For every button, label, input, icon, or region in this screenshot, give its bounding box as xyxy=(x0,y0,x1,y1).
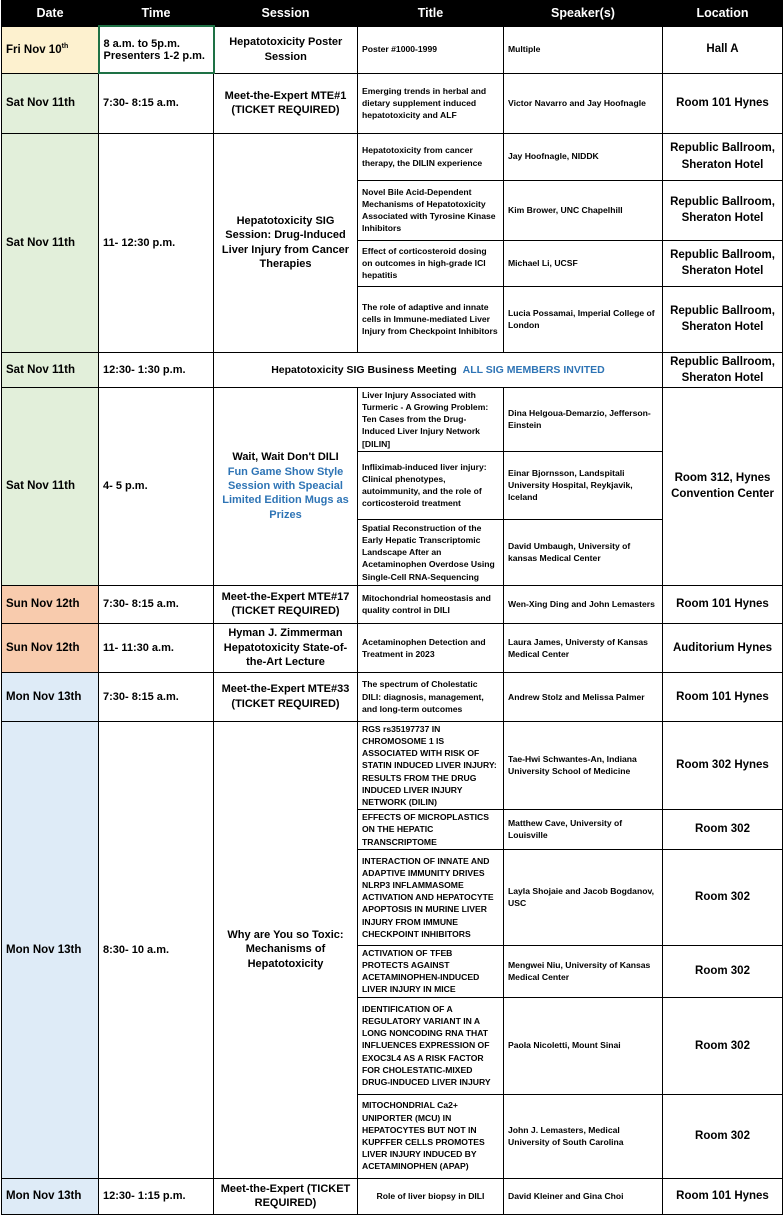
title-cell[interactable]: EFFECTS OF MICROPLASTICS ON THE HEPATIC TRANSCRIPTOME xyxy=(358,810,504,850)
location-cell[interactable]: Room 302 xyxy=(663,849,783,945)
date-cell[interactable]: Mon Nov 13th xyxy=(2,1178,99,1214)
location-cell[interactable]: Room 302 xyxy=(663,1094,783,1178)
speaker-cell[interactable]: Layla Shojaie and Jacob Bogdanov, USC xyxy=(504,849,663,945)
session-cell[interactable]: Why are You so Toxic: Mechanisms of Hepatotoxicity xyxy=(214,721,358,1178)
title-cell[interactable]: INTERACTION OF INNATE AND ADAPTIVE IMMUNITY DRIVES NLRP3 INFLAMMASOME ACTIVATION AND HEPATOCYTE APOPTOSIS IN MURINE LIVER INJURY FROM IMMUNE CHECKPOINT INHIBITORS xyxy=(358,849,504,945)
title-cell[interactable]: Liver Injury Associated with Turmeric - A Growing Problem: Ten Cases from the Drug-Induced Liver Injury Network [DILIN] xyxy=(358,387,504,451)
speaker-cell[interactable]: Mengwei Niu, University of Kansas Medical Center xyxy=(504,945,663,997)
time-cell[interactable]: 8:30- 10 a.m. xyxy=(99,721,214,1178)
session-cell[interactable]: Hepatotoxicity SIG Session: Drug-Induced Liver Injury from Cancer Therapies xyxy=(214,133,358,352)
session-cell[interactable] xyxy=(214,585,358,623)
title-cell[interactable]: Emerging trends in herbal and dietary supplement induced hepatotoxicity and ALF xyxy=(358,73,504,133)
time-cell[interactable]: 11- 12:30 p.m. xyxy=(99,133,214,352)
title-cell[interactable]: Mitochondrial homeostasis and quality control in DILI xyxy=(358,585,504,623)
title-cell[interactable]: The spectrum of Cholestatic DILI: diagnosis, management, and long-term outcomes xyxy=(358,672,504,721)
title-cell[interactable]: Role of liver biopsy in DILI xyxy=(358,1178,504,1214)
date-cell[interactable]: Sat Nov 11th xyxy=(2,352,99,387)
location-cell[interactable]: Republic Ballroom, Sheraton Hotel xyxy=(663,133,783,180)
header-location: Location xyxy=(663,1,783,27)
location-cell[interactable]: Republic Ballroom, Sheraton Hotel xyxy=(663,352,783,387)
table-row xyxy=(2,585,783,623)
speaker-cell[interactable]: Michael Li, UCSF xyxy=(504,240,663,286)
date-cell[interactable]: Mon Nov 13th xyxy=(2,672,99,721)
title-cell[interactable]: IDENTIFICATION OF A REGULATORY VARIANT IN A LONG NONCODING RNA THAT INFLUENCES EXPRESSION OF EXOC3L4 AS A RISK FACTOR FOR CHOLESTATIC-MIXED DRUG-INDUCED LIVER INJURY xyxy=(358,997,504,1094)
location-cell[interactable]: Republic Ballroom, Sheraton Hotel xyxy=(663,180,783,240)
speaker-cell[interactable]: Matthew Cave, University of Louisville xyxy=(504,810,663,850)
speaker-cell[interactable]: Victor Navarro and Jay Hoofnagle xyxy=(504,73,663,133)
ticket-required-text: (TICKET REQUIRED) xyxy=(231,697,340,710)
date-text: Fri Nov 10 xyxy=(6,43,62,56)
title-cell[interactable]: Spatial Reconstruction of the Early Hepatic Transcriptomic Landscape After an Acetaminophen Overdose Using Single-Cell RNA-Sequencing xyxy=(358,519,504,585)
time-text: Presenters 1-2 p.m. xyxy=(103,49,205,62)
location-cell[interactable]: Room 302 xyxy=(663,997,783,1094)
speaker-cell[interactable]: Lucia Possamai, Imperial College of London xyxy=(504,286,663,352)
speaker-cell[interactable]: Dina Helgoua-Demarzio, Jefferson-Einstein xyxy=(504,387,663,451)
title-cell[interactable]: Infliximab-induced liver injury: Clinical phenotypes, autoimmunity, and the role of corticosteroid treatment xyxy=(358,451,504,519)
speaker-cell[interactable]: Tae-Hwi Schwantes-An, Indiana University School of Medicine xyxy=(504,721,663,809)
session-cell[interactable]: Hepatotoxicity Poster Session xyxy=(214,26,358,73)
schedule-table xyxy=(1,0,783,1215)
header-title: Title xyxy=(358,1,504,27)
title-cell[interactable]: ACTIVATION OF TFEB PROTECTS AGAINST ACETAMINOPHEN-INDUCED LIVER INJURY IN MICE xyxy=(358,945,504,997)
date-cell[interactable]: Sat Nov 11th xyxy=(2,73,99,133)
date-cell[interactable] xyxy=(2,26,99,73)
speaker-cell[interactable]: Paola Nicoletti, Mount Sinai xyxy=(504,997,663,1094)
location-cell[interactable]: Republic Ballroom, Sheraton Hotel xyxy=(663,240,783,286)
location-cell[interactable]: Room 302 xyxy=(663,810,783,850)
session-cell[interactable]: Hyman J. Zimmerman Hepatotoxicity State-of-the-Art Lecture xyxy=(214,623,358,672)
table-row xyxy=(2,352,783,387)
session-text: Wait, Wait Don't DILI xyxy=(232,451,339,464)
time-cell[interactable]: 7:30- 8:15 a.m. xyxy=(99,73,214,133)
header-speakers: Speaker(s) xyxy=(504,1,663,27)
location-cell[interactable]: Room 101 Hynes xyxy=(663,585,783,623)
table-row xyxy=(2,672,783,721)
title-cell[interactable]: RGS rs35197737 IN CHROMOSOME 1 IS ASSOCIATED WITH RISK OF STATIN INDUCED LIVER INJURY: RESULTS FROM THE DRUG INDUCED LIVER INJURY NETWORK (DILIN) xyxy=(358,721,504,809)
table-row xyxy=(2,73,783,133)
table-row xyxy=(2,721,783,809)
business-meeting-cell[interactable] xyxy=(214,352,663,387)
session-text: Meet-the-Expert MTE#17 xyxy=(221,590,350,603)
session-cell[interactable] xyxy=(214,672,358,721)
speaker-cell[interactable]: John J. Lemasters, Medical University of South Carolina xyxy=(504,1094,663,1178)
meeting-text: Hepatotoxicity SIG Business Meeting xyxy=(271,363,457,376)
location-cell[interactable]: Auditorium Hynes xyxy=(663,623,783,672)
title-cell[interactable]: Acetaminophen Detection and Treatment in 2023 xyxy=(358,623,504,672)
time-cell[interactable]: 12:30- 1:15 p.m. xyxy=(99,1178,214,1214)
date-cell[interactable]: Sat Nov 11th xyxy=(2,133,99,352)
session-cell[interactable] xyxy=(214,387,358,585)
header-time: Time xyxy=(99,1,214,27)
title-cell[interactable]: Hepatotoxicity from cancer therapy, the DILIN experience xyxy=(358,133,504,180)
header-row xyxy=(2,1,783,27)
header-session: Session xyxy=(214,1,358,27)
title-cell[interactable]: Effect of corticosteroid dosing on outcomes in high-grade ICI hepatitis xyxy=(358,240,504,286)
location-cell[interactable]: Room 302 Hynes xyxy=(663,721,783,809)
location-cell[interactable]: Room 101 Hynes xyxy=(663,1178,783,1214)
title-cell[interactable]: Poster #1000-1999 xyxy=(358,26,504,73)
game-show-text: Fun Game Show Style Session with Speacial Limited Edition Mugs as Prizes xyxy=(222,465,349,521)
date-cell[interactable]: Sun Nov 12th xyxy=(2,585,99,623)
date-sup: th xyxy=(61,43,69,51)
location-cell[interactable]: Hall A xyxy=(663,26,783,73)
session-text: Meet-the-Expert MTE#33 xyxy=(221,683,350,696)
date-cell[interactable]: Sat Nov 11th xyxy=(2,387,99,585)
session-text: Meet-the-Expert MTE#1 xyxy=(224,89,347,102)
invite-text: ALL SIG MEMBERS INVITED xyxy=(462,363,605,376)
table-row xyxy=(2,387,783,451)
location-cell[interactable]: Room 101 Hynes xyxy=(663,672,783,721)
date-cell[interactable]: Sun Nov 12th xyxy=(2,623,99,672)
time-cell[interactable]: 7:30- 8:15 a.m. xyxy=(99,672,214,721)
table-row xyxy=(2,623,783,672)
title-cell[interactable]: The role of adaptive and innate cells in Immune-mediated Liver Injury from Checkpoint Inhibitors xyxy=(358,286,504,352)
table-row xyxy=(2,1178,783,1214)
time-cell[interactable]: 4- 5 p.m. xyxy=(99,387,214,585)
ticket-required-text: (TICKET REQUIRED) xyxy=(231,605,340,618)
ticket-required-text: (TICKET REQUIRED) xyxy=(231,104,340,116)
speaker-cell[interactable]: David Kleiner and Gina Choi xyxy=(504,1178,663,1214)
time-cell-selected[interactable] xyxy=(99,26,214,73)
location-cell[interactable]: Room 101 Hynes xyxy=(663,73,783,133)
speaker-cell[interactable]: Kim Brower, UNC Chapelhill xyxy=(504,180,663,240)
table-row xyxy=(2,26,783,73)
session-cell[interactable] xyxy=(214,73,358,133)
header-date: Date xyxy=(2,1,99,27)
title-cell[interactable]: Novel Bile Acid-Dependent Mechanisms of Hepatotoxicity Associated with Tyrosine Kinase Inhibitors xyxy=(358,180,504,240)
time-text: 8 a.m. to 5p.m. xyxy=(103,37,180,50)
location-cell[interactable]: Republic Ballroom, Sheraton Hotel xyxy=(663,286,783,352)
location-cell[interactable]: Room 312, Hynes Convention Center xyxy=(663,387,783,585)
speaker-cell[interactable]: Wen-Xing Ding and John Lemasters xyxy=(504,585,663,623)
speaker-cell[interactable]: Multiple xyxy=(504,26,663,73)
date-cell[interactable]: Mon Nov 13th xyxy=(2,721,99,1178)
table-row xyxy=(2,133,783,180)
speaker-cell[interactable]: Einar Bjornsson, Landspitali University Hospital, Reykjavik, Iceland xyxy=(504,451,663,519)
speaker-cell[interactable]: Andrew Stolz and Melissa Palmer xyxy=(504,672,663,721)
title-cell[interactable]: MITOCHONDRIAL Ca2+ UNIPORTER (MCU) IN HEPATOCYTES BUT NOT IN KUPFFER CELLS PROMOTES LIVER INJURY INDUCED BY ACETAMINOPHEN (APAP) xyxy=(358,1094,504,1178)
speaker-cell[interactable]: Jay Hoofnagle, NIDDK xyxy=(504,133,663,180)
location-cell[interactable]: Room 302 xyxy=(663,945,783,997)
speaker-cell[interactable]: David Umbaugh, University of kansas Medical Center xyxy=(504,519,663,585)
time-cell[interactable]: 11- 11:30 a.m. xyxy=(99,623,214,672)
speaker-cell[interactable]: Laura James, Universty of Kansas Medical Center xyxy=(504,623,663,672)
time-cell[interactable]: 7:30- 8:15 a.m. xyxy=(99,585,214,623)
session-cell[interactable]: Meet-the-Expert (TICKET REQUIRED) xyxy=(214,1178,358,1214)
time-cell[interactable]: 12:30- 1:30 p.m. xyxy=(99,352,214,387)
